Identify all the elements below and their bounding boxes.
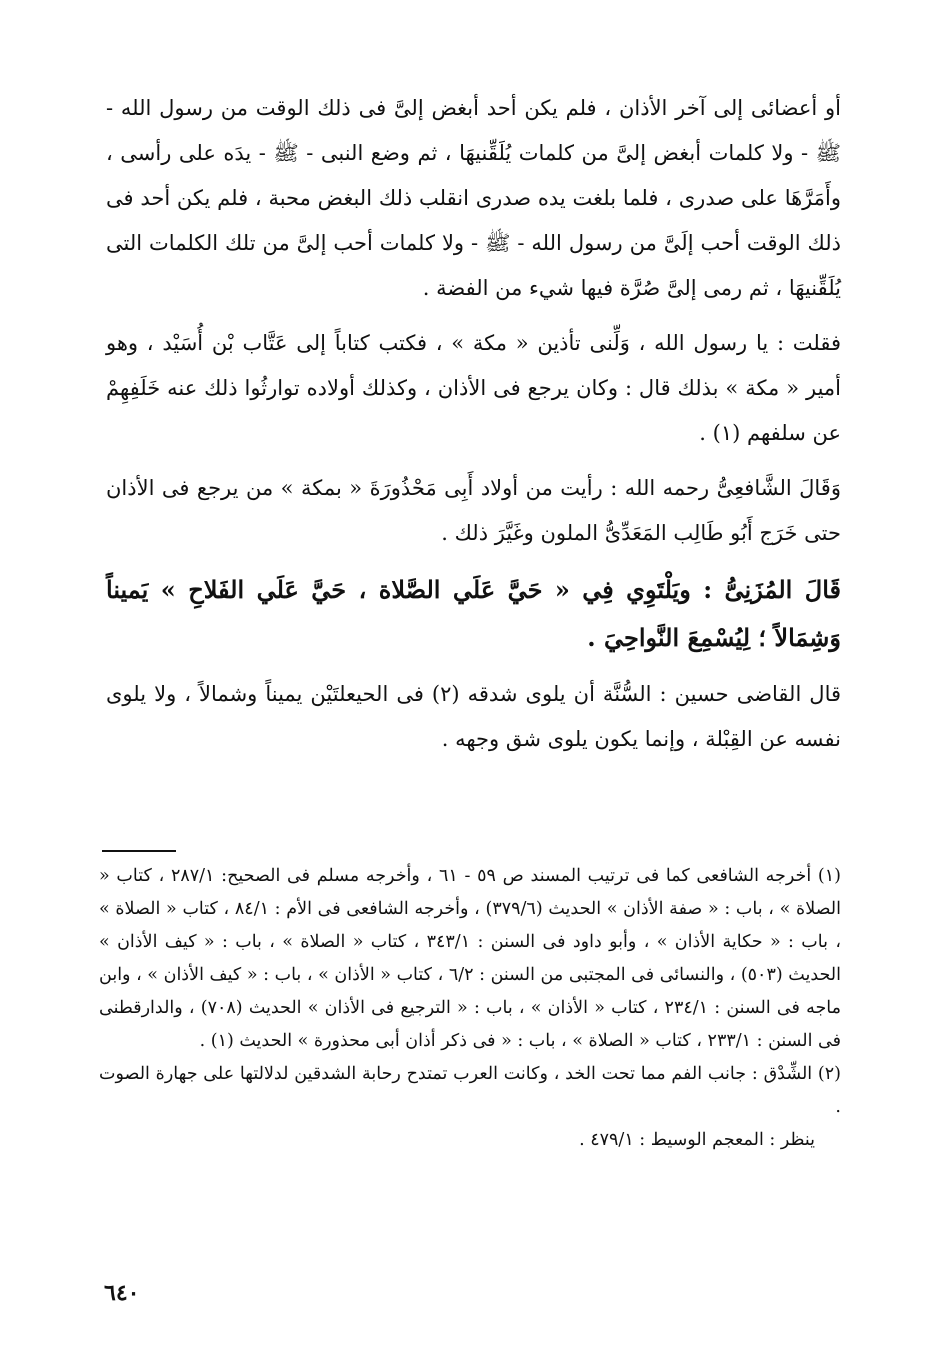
- page-number: ٦٤٠: [104, 1280, 140, 1306]
- footnotes: [99, 860, 841, 1157]
- footnote-1: (١) أخرجه الشافعى كما فى ترتيب المسند ص ٥٩ - ٦١ ، وأخرجه مسلم فى الصحيح: ٢٨٧/١ ، كتاب « الصلاة » ، باب : « صفة الأذان » الحديث (٣٧٩/٦) ، وأخرجه الشافعى فى الأم : ٨٤/١ ، كتاب « الصلاة » ، باب : « حكاية الأذان » ، وأبو داود فى السنن : ٣٤٣/١ ، كتاب « الصلاة » ، باب : « كيف الأذان » الحديث (٥٠٣) ، والنسائى فى المجتبى من السنن : ٦/٢ ، كتاب « الأذان » ، باب : « كيف الأذان » ، وابن ماجه فى السنن : ٢٣٤/١ ، كتاب « الأذان » ، باب : « الترجيع فى الأذان » الحديث (٧٠٨) ، والدارقطنى فى السنن : ٢٣٣/١ ، كتاب « الصلاة » ، باب : « فى ذكر أذان أبى محذورة » الحديث (١) .: [99, 866, 842, 1051]
- footnote-reference: ينظر : المعجم الوسيط : ٤٧٩/١ .: [579, 1130, 815, 1150]
- main-text: [106, 86, 841, 772]
- paragraph-3: وَقَالَ الشَّافعِىُّ رحمه الله : رأيت من أولاد أَبِى مَحْذُورَةَ « بمكة » من يرجع فى الأذان حتى خَرَج أَبُو طَالِب المَعَدِّىُّ الملون وغَيَّرَ ذلك .: [106, 476, 841, 545]
- paragraph-2: فقلت : يا رسول الله ، وَلِّنى تأذين « مكة » ، فكتب كتاباً إلى عَتَّاب بْن أُسَيْد ، وهو أمير « مكة » بذلك قال : وكان يرجع فى الأذان ، وكذلك أولاده توارثُوا ذلك عنه خَلَفِهِمْ عن سلفهم (١) .: [106, 331, 841, 445]
- footnote-2: (٢) الشِّدْق : جانب الفم مما تحت الخد ، وكانت العرب تمتدح رحابة الشدقين لدلالتها على جهارة الصوت .: [99, 1064, 841, 1117]
- paragraph-5: قال القاضى حسين : السُّنَّة أن يلوى شدقه (٢) فى الحيعلتَيْن يميناً وشمالاً ، ولا يلوى نفسه عن القِبْلة ، وإنما يكون يلوى شق وجهه .: [106, 682, 842, 751]
- paragraph-4-muzani: قَالَ المُزَنِىُّ : ويَلْتَوِي فِي « حَيَّ عَلَي الصَّلاة ، حَيَّ عَلَي الفَلاحِ » يَميناً وَشِمَالاً ؛ لِيُسْمِعَ النَّواحِيَ .: [106, 575, 841, 652]
- footnote-separator: [102, 850, 176, 852]
- paragraph-1: أو أعضائى إلى آخر الأذان ، فلم يكن أحد أبغض إلىَّ فى ذلك الوقت من رسول الله - ﷺ - ولا كلمات أبغض إلىَّ من كلمات يُلَقِّنيهَا ، ثم وضع النبى - ﷺ - يدَه على رأسى ، وأَمَرَّهَا على صدرى ، فلما بلغت يده صدرى انقلب ذلك البغض محبة ، فلم يكن أحد فى ذلك الوقت أحب إلَىَّ من رسول الله - ﷺ - ولا كلمات أحب إلىَّ من تلك الكلمات التى يُلَقِّنيهَا ، ثم رمى إلىَّ صُرَّة فيها شيء من الفضة .: [106, 96, 842, 300]
